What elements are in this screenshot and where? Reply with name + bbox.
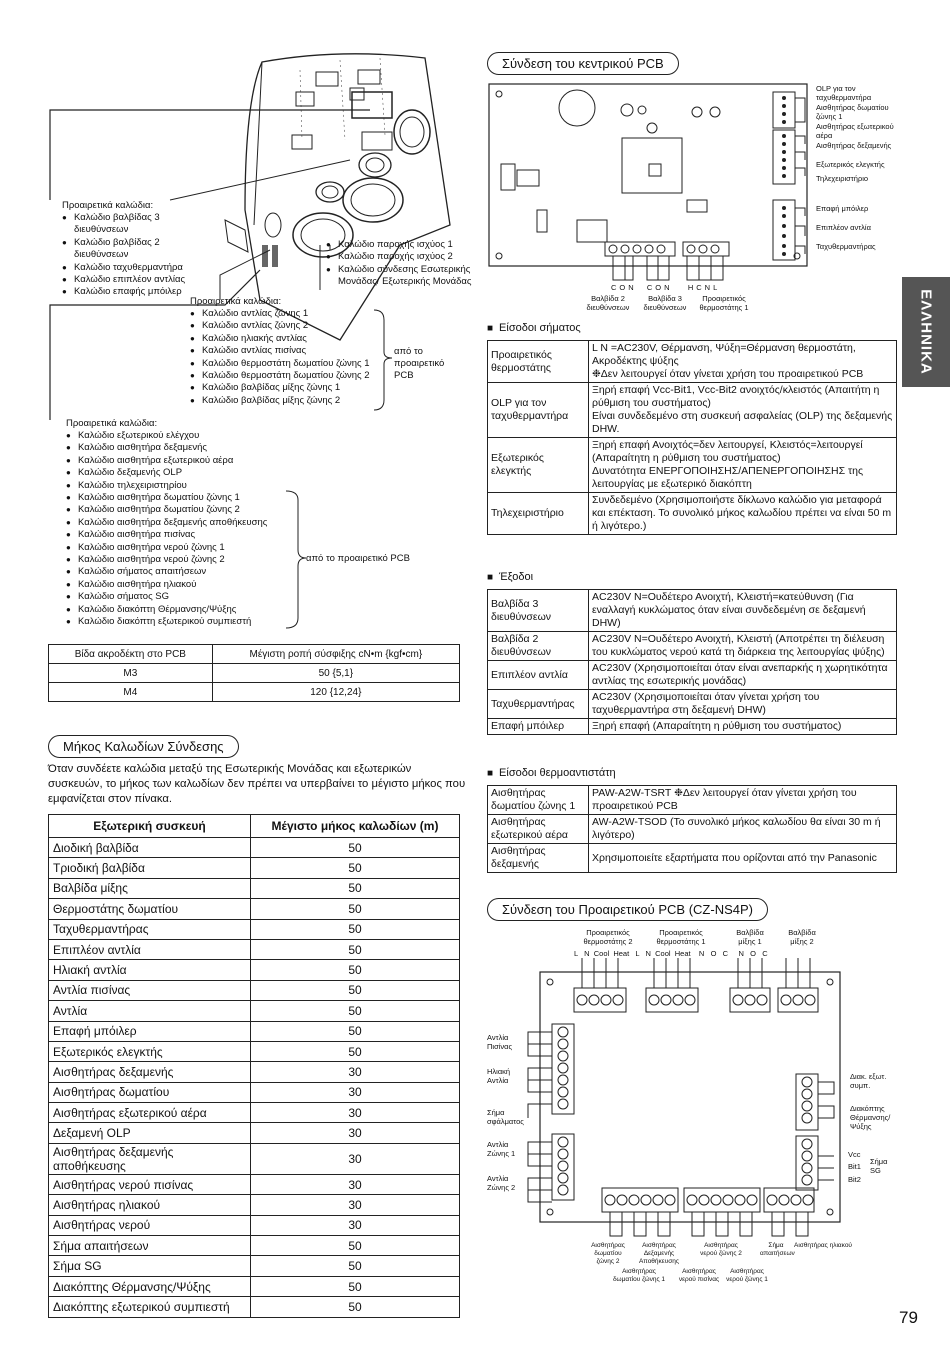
- table-cell: Ξηρή επαφή Ανοιχτός=δεν λειτουργεί, Κλειστός=λειτουργεί (Απαραίτητη η ρύθμιση του συστήματος) Δυνατότητα ΕΝΕΡΓΟΠΟΙΗΣΗΣ/ΑΠΕΝΕΡΓΟΠΟΙΗΣΗΣ της λειτουργίας με εξωτερικό διακόπτη: [589, 438, 897, 493]
- table-cell: AW-A2W-TSOD (Το συνολικό μήκος καλωδίου θα είναι 30 m ή λιγότερο): [589, 815, 897, 844]
- opt-pcb-right-label: Σήμα SG: [870, 1157, 888, 1175]
- outputs-table: [487, 589, 897, 735]
- cable-list-item: ● Καλώδιο διακόπτη εξωτερικού συμπιεστή: [66, 616, 267, 628]
- cable-table-header: Μέγιστο μήκος καλωδίων (m): [251, 815, 460, 838]
- table-row: [488, 341, 897, 383]
- table-row: [488, 632, 897, 661]
- main-pcb-bottom-label: Προαιρετικός θερμοστάτης 1: [699, 294, 749, 312]
- cable-list-item: ● Καλώδιο ηλιακής αντλίας: [190, 333, 370, 345]
- optional-cables-3-title: Προαιρετικά καλώδια:: [66, 418, 158, 429]
- table-cell: Ξηρή επαφή (Απαραίτητη η ρύθμιση του συστήματος): [589, 719, 897, 735]
- table-cell: Αισθητήρας δεξαμενής αποθήκευσης: [49, 1143, 251, 1174]
- opt-pcb-top-letters: L N Cool Heat L N Cool Heat N O C N O C: [574, 949, 768, 958]
- table-cell: 50: [251, 838, 460, 858]
- table-cell: 30: [251, 1082, 460, 1102]
- table-cell: Επιπλέον αντλία: [488, 661, 589, 690]
- table-row: [49, 899, 460, 919]
- cable-list-item: ● Καλώδιο αισθητήρα δωματίου ζώνης 1: [66, 492, 267, 504]
- table-row: [488, 661, 897, 690]
- opt-pcb-right-label: Vcc: [848, 1150, 861, 1159]
- table-cell: 30: [251, 1062, 460, 1082]
- outputs-title: ■ Έξοδοι: [487, 571, 533, 583]
- table-row: [49, 858, 460, 878]
- opt-pcb-top-label: Προαιρετικός θερμοστάτης 2: [583, 928, 633, 946]
- power-cables: [326, 239, 476, 289]
- main-pcb-title: Σύνδεση του κεντρικού PCB: [487, 52, 679, 75]
- table-cell: Σήμα SG: [49, 1256, 251, 1276]
- table-cell: 30: [251, 1195, 460, 1215]
- cable-list-item: ● Καλώδιο σύνδεσης Εσωτερικής Μονάδας/ Εξωτερικής Μονάδας: [326, 264, 476, 289]
- cable-length-title: Μήκος Καλωδίων Σύνδεσης: [48, 735, 239, 758]
- cable-list-item: ● Καλώδιο δεξαμενής OLP: [66, 467, 267, 479]
- table-row: [488, 493, 897, 535]
- table-row: [49, 1143, 460, 1174]
- table-cell: 50: [251, 1256, 460, 1276]
- cable-length-table: [48, 814, 460, 1318]
- table-cell: 50: [251, 1041, 460, 1061]
- table-cell: Συνδεδεμένο (Χρησιμοποιήστε δίκλωνο καλώδιο για μεταφορά και επέκταση. Το συνολικό μήκος καλωδίου πρέπει να είναι 50 m ή λιγότερο.): [589, 493, 897, 535]
- table-cell: Αντλία: [49, 1001, 251, 1021]
- torque-cell: 50 {5,1}: [212, 664, 459, 683]
- cable-list-item: ● Καλώδιο αισθητήρα πισίνας: [66, 529, 267, 541]
- table-row: [49, 939, 460, 959]
- table-cell: Τριοδική βαλβίδα: [49, 858, 251, 878]
- optional-cables-3: [66, 418, 267, 629]
- opt-pcb-left-label: Σήμα σφάλματος: [487, 1108, 524, 1126]
- table-cell: Διακόπτης Θέρμανσης/Ψύξης: [49, 1276, 251, 1296]
- cable-list-item: ● Καλώδιο θερμοστάτη δωματίου ζώνης 1: [190, 358, 370, 370]
- opt-pcb-left-label: Αντλία Πισίνας: [487, 1033, 513, 1051]
- table-cell: 50: [251, 980, 460, 1000]
- optional-cables-2-from: από το προαιρετικό PCB: [394, 346, 445, 381]
- cable-list-item: ● Καλώδιο σήματος απαιτήσεων: [66, 566, 267, 578]
- table-row: [488, 786, 897, 815]
- table-cell: 30: [251, 1123, 460, 1143]
- table-row: [49, 1236, 460, 1256]
- opt-pcb-bottom-label: Αισθητήρας ηλιακού: [793, 1242, 852, 1249]
- cable-length-text: Όταν συνδέετε καλώδια μεταξύ της Εσωτερικής Μονάδας και εξωτερικών συσκευών, το μήκος των καλωδίων δεν πρέπει να υπερβαίνει το μέγιστο μήκος που εμφανίζεται στον πίνακα.: [48, 763, 466, 805]
- table-row: [49, 838, 460, 858]
- torque-header: Μέγιστη ροπή σύσφιξης cN•m {kgf•cm}: [212, 645, 459, 664]
- table-cell: Αισθητήρας δωματίου: [49, 1082, 251, 1102]
- cable-list-item: ● Καλώδιο βαλβίδας 2 διευθύνσεων: [62, 237, 212, 262]
- optional-pcb-diagram: [510, 958, 850, 1243]
- table-row: [49, 1276, 460, 1296]
- opt-pcb-left-label: Ηλιακή Αντλία: [487, 1067, 511, 1085]
- table-row: [49, 1001, 460, 1021]
- table-cell: 50: [251, 1276, 460, 1296]
- pcb-label: Επιπλέον αντλία: [816, 223, 871, 232]
- torque-cell: 120 {12,24}: [212, 683, 459, 702]
- cable-list-item: ● Καλώδιο παροχής ισχύος 2: [326, 251, 476, 263]
- cable-list-item: ● Καλώδιο επαφής μπόιλερ: [62, 286, 212, 298]
- table-cell: 30: [251, 1103, 460, 1123]
- table-cell: Ταχυθερμαντήρας: [49, 919, 251, 939]
- table-cell: Διακόπτης εξωτερικού συμπιεστή: [49, 1297, 251, 1317]
- table-cell: 50: [251, 1297, 460, 1317]
- table-row: [488, 815, 897, 844]
- cable-list-item: ● Καλώδιο αντλίας πισίνας: [190, 345, 370, 357]
- table-cell: 30: [251, 1215, 460, 1235]
- optional-pcb-title: Σύνδεση του Προαιρετικού PCB (CZ-NS4P): [487, 898, 768, 921]
- table-cell: AC230V N=Ουδέτερο Ανοιχτή, Κλειστή (Αποτρέπει τη διέλευση του κυκλώματος νερού κατά τη διάρκεια της λειτουργίας ψύξης): [589, 632, 897, 661]
- table-row: [49, 1297, 460, 1317]
- signal-inputs-title: ■ Είσοδοι σήματος: [487, 322, 581, 334]
- table-cell: 30: [251, 1143, 460, 1174]
- torque-table: [48, 644, 460, 702]
- table-row: [49, 878, 460, 898]
- table-row: [49, 1082, 460, 1102]
- main-pcb-right-labels: [816, 84, 906, 251]
- opt-pcb-top-label: Βαλβίδα μίξης 2: [788, 928, 816, 946]
- table-cell: AC230V N=Ουδέτερο Ανοιχτή, Κλειστή=κατεύθυνση (Για εναλλαγή κυκλώματος όταν είναι συνδεδεμένη σε δεξαμενή DHW): [589, 590, 897, 632]
- table-row: [49, 1215, 460, 1235]
- opt-pcb-right-label: Διακόπτης Θέρμανσης/ Ψύξης: [850, 1104, 891, 1131]
- table-cell: Επαφή μπόιλερ: [49, 1021, 251, 1041]
- optional-cables-3-from: από το προαιρετικό PCB: [306, 553, 410, 564]
- table-row: [49, 1174, 460, 1194]
- main-pcb-terminal-letters: CON CON HCNL: [611, 283, 721, 292]
- opt-pcb-bottom-label: Αισθητήρας νερού ζώνης 2: [700, 1242, 742, 1257]
- table-row: [488, 438, 897, 493]
- table-cell: Αισθητήρας δεξαμενής: [488, 844, 589, 873]
- table-cell: Βαλβίδα 2 διευθύνσεων: [488, 632, 589, 661]
- pcb-label: Εξωτερικός ελεγκτής: [816, 160, 885, 169]
- table-cell: 50: [251, 858, 460, 878]
- table-row: [488, 590, 897, 632]
- table-cell: OLP για τον ταχυθερμαντήρα: [488, 383, 589, 438]
- table-cell: 50: [251, 1236, 460, 1256]
- table-cell: Ξηρή επαφή Vcc-Bit1, Vcc-Bit2 ανοιχτός/κλειστός (Απαιτήτη η ρύθμιση του συστήματος) Είναι συνδεδεμένο στη συσκευή ασφαλείας (OLP) της δεξαμενής DHW.: [589, 383, 897, 438]
- table-cell: Αισθητήρας εξωτερικού αέρα: [49, 1103, 251, 1123]
- opt-pcb-right-label: Bit2: [848, 1175, 861, 1184]
- table-cell: Αισθητήρας εξωτερικού αέρα: [488, 815, 589, 844]
- language-tab: ΕΛΛΗΝΙΚΑ: [902, 277, 950, 387]
- table-row: [488, 719, 897, 735]
- opt-pcb-bottom-label: Σήμα απαιτήσεων: [760, 1242, 795, 1257]
- cable-list-item: ● Καλώδιο αντλίας ζώνης 1: [190, 308, 370, 320]
- table-cell: Αντλία πισίνας: [49, 980, 251, 1000]
- torque-header: Βίδα ακροδέκτη στο PCB: [49, 645, 213, 664]
- table-cell: Αισθητήρας ηλιακού: [49, 1195, 251, 1215]
- table-cell: AC230V (Χρησιμοποιείται όταν γίνεται χρήση του ταχυθερμαντήρα στη δεξαμενή DHW): [589, 690, 897, 719]
- optional-cables-1-title: Προαιρετικά καλώδια:: [62, 200, 154, 211]
- cable-list-item: ● Καλώδιο αντλίας ζώνης 2: [190, 320, 370, 332]
- opt-pcb-bottom-label: Αισθητήρας δωματίου ζώνης 2: [591, 1242, 625, 1265]
- cable-list-item: ● Καλώδιο διακόπτη Θέρμανσης/Ψύξης: [66, 604, 267, 616]
- cable-list-item: ● Καλώδιο βαλβίδας μίξης ζώνης 1: [190, 382, 370, 394]
- table-cell: Θερμοστάτης δωματίου: [49, 899, 251, 919]
- table-cell: PAW-A2W-TSRT ❉Δεν λειτουργεί όταν γίνεται χρήση του προαιρετικού PCB: [589, 786, 897, 815]
- cable-list-item: ● Καλώδιο αισθητήρα δεξαμενής αποθήκευσης: [66, 517, 267, 529]
- table-row: [488, 844, 897, 873]
- pcb-label: Αισθητήρας δωματίου ζώνης 1: [816, 103, 889, 121]
- table-row: [49, 980, 460, 1000]
- opt-pcb-bottom-label: Αισθητήρας δωματίου ζώνης 1: [612, 1268, 666, 1283]
- table-cell: AC230V (Χρησιμοποιείται όταν είναι ανεπαρκής η χωρητικότητα αντλίας της εσωτερικής μονάδας): [589, 661, 897, 690]
- cable-list-item: ● Καλώδιο αισθητήρα νερού ζώνης 1: [66, 542, 267, 554]
- torque-cell: M3: [49, 664, 213, 683]
- optional-cables-2: [190, 296, 370, 407]
- opt-pcb-bottom-label: Αισθητήρας νερού ζώνης 1: [726, 1268, 768, 1283]
- table-cell: Αισθητήρας δωματίου ζώνης 1: [488, 786, 589, 815]
- cable-list-item: ● Καλώδιο παροχής ισχύος 1: [326, 239, 476, 251]
- table-cell: 50: [251, 878, 460, 898]
- table-cell: Τηλεχειριστήριο: [488, 493, 589, 535]
- cable-list-item: ● Καλώδιο αισθητήρα δεξαμενής: [66, 442, 267, 454]
- table-cell: 50: [251, 939, 460, 959]
- table-cell: Ταχυθερμαντήρας: [488, 690, 589, 719]
- cable-list-item: ● Καλώδιο ταχυθερμαντήρα: [62, 262, 212, 274]
- main-pcb-bottom-label: Βαλβίδα 2 διευθύνσεων: [586, 294, 630, 312]
- table-cell: L N =AC230V, Θέρμανση, Ψύξη=Θέρμανση θερμοστάτη, Ακροδέκτης ψύξης ❉Δεν λειτουργεί όταν γίνεται χρήση του προαιρετικού PCB: [589, 341, 897, 383]
- table-cell: 50: [251, 919, 460, 939]
- opt-pcb-top-label: Βαλβίδα μίξης 1: [736, 928, 764, 946]
- opt-pcb-right-label: Bit1: [848, 1162, 861, 1171]
- table-cell: Σήμα απαιτήσεων: [49, 1236, 251, 1256]
- cable-list-item: ● Καλώδιο επιπλέον αντλίας: [62, 274, 212, 286]
- main-pcb-diagram: [487, 80, 817, 315]
- table-cell: Προαιρετικός θερμοστάτης: [488, 341, 589, 383]
- table-row: [49, 960, 460, 980]
- thermistor-title: ■ Είσοδοι θερμοαντιστάτη: [487, 767, 616, 779]
- table-cell: Επαφή μπόιλερ: [488, 719, 589, 735]
- cable-list-item: ● Καλώδιο αισθητήρα εξωτερικού αέρα: [66, 455, 267, 467]
- table-cell: Διοδική βαλβίδα: [49, 838, 251, 858]
- opt-pcb-left-label: Αντλία Ζώνης 1: [487, 1140, 516, 1158]
- cable-list-item: ● Καλώδιο αισθητήρα δωματίου ζώνης 2: [66, 504, 267, 516]
- table-row: [488, 690, 897, 719]
- table-row: [49, 1256, 460, 1276]
- pcb-label: OLP για τον ταχυθερμαντήρα: [816, 84, 872, 102]
- pcb-label: Αισθητήρας δεξαμενής: [816, 141, 892, 150]
- page-number: 79: [899, 1308, 918, 1327]
- cable-list-item: ● Καλώδιο βαλβίδας 3 διευθύνσεων: [62, 212, 212, 237]
- table-row: [49, 1103, 460, 1123]
- pcb-label: Τηλεχειριστήριο: [816, 174, 869, 183]
- optional-cables-2-title: Προαιρετικά καλώδια:: [190, 296, 282, 307]
- optional-cables-1: [62, 200, 212, 299]
- table-cell: Αισθητήρας νερού: [49, 1215, 251, 1235]
- table-cell: Αισθητήρας νερού πισίνας: [49, 1174, 251, 1194]
- torque-cell: M4: [49, 683, 213, 702]
- table-cell: 50: [251, 960, 460, 980]
- pcb-label: Αισθητήρας εξωτερικού αέρα: [816, 122, 894, 140]
- pcb-label: Ταχυθερμαντήρας: [816, 242, 876, 251]
- cable-list-item: ● Καλώδιο βαλβίδας μίξης ζώνης 2: [190, 395, 370, 407]
- table-row: [49, 919, 460, 939]
- table-cell: Βαλβίδα μίξης: [49, 878, 251, 898]
- table-cell: 50: [251, 1021, 460, 1041]
- table-cell: Χρησιμοποιείτε εξαρτήματα που ορίζονται από την Panasonic: [589, 844, 897, 873]
- opt-pcb-top-label: Προαιρετικός θερμοστάτης 1: [656, 928, 706, 946]
- table-row: [49, 1195, 460, 1215]
- table-row: [49, 1021, 460, 1041]
- table-cell: Βαλβίδα 3 διευθύνσεων: [488, 590, 589, 632]
- cable-list-item: ● Καλώδιο τηλεχειριστηρίου: [66, 480, 267, 492]
- main-pcb-bottom-label: Βαλβίδα 3 διευθύνσεων: [643, 294, 687, 312]
- opt-pcb-bottom-label: Αισθητήρας Δεξαμενής Αποθήκευσης: [638, 1242, 680, 1265]
- cable-table-header: Εξωτερική συσκευή: [49, 815, 251, 838]
- table-row: [49, 1041, 460, 1061]
- opt-pcb-left-label: Αντλία Ζώνης 2: [487, 1174, 516, 1192]
- cable-list-item: ● Καλώδιο σήματος SG: [66, 591, 267, 603]
- table-row: [488, 383, 897, 438]
- table-cell: 30: [251, 1174, 460, 1194]
- table-cell: 50: [251, 899, 460, 919]
- opt-pcb-right-label: Διακ. εξωτ. συμπ.: [850, 1072, 887, 1090]
- cable-list-item: ● Καλώδιο εξωτερικού ελέγχου: [66, 430, 267, 442]
- signal-inputs-table: [487, 340, 897, 535]
- pcb-label: Επαφή μπόιλερ: [816, 204, 869, 213]
- opt-pcb-bottom-label: Αισθητήρας νερού πισίνας: [678, 1268, 720, 1283]
- table-cell: Επιπλέον αντλία: [49, 939, 251, 959]
- cable-list-item: ● Καλώδιο αισθητήρα ηλιακού: [66, 579, 267, 591]
- table-cell: Εξωτερικός ελεγκτής: [49, 1041, 251, 1061]
- table-cell: Δεξαμενή OLP: [49, 1123, 251, 1143]
- table-cell: Εξωτερικός ελεγκτής: [488, 438, 589, 493]
- cable-list-item: ● Καλώδιο αισθητήρα νερού ζώνης 2: [66, 554, 267, 566]
- cable-list-item: ● Καλώδιο θερμοστάτη δωματίου ζώνης 2: [190, 370, 370, 382]
- thermistor-table: [487, 785, 897, 873]
- table-cell: Ηλιακή αντλία: [49, 960, 251, 980]
- table-cell: 50: [251, 1001, 460, 1021]
- table-cell: Αισθητήρας δεξαμενής: [49, 1062, 251, 1082]
- table-row: [49, 1123, 460, 1143]
- table-row: [49, 1062, 460, 1082]
